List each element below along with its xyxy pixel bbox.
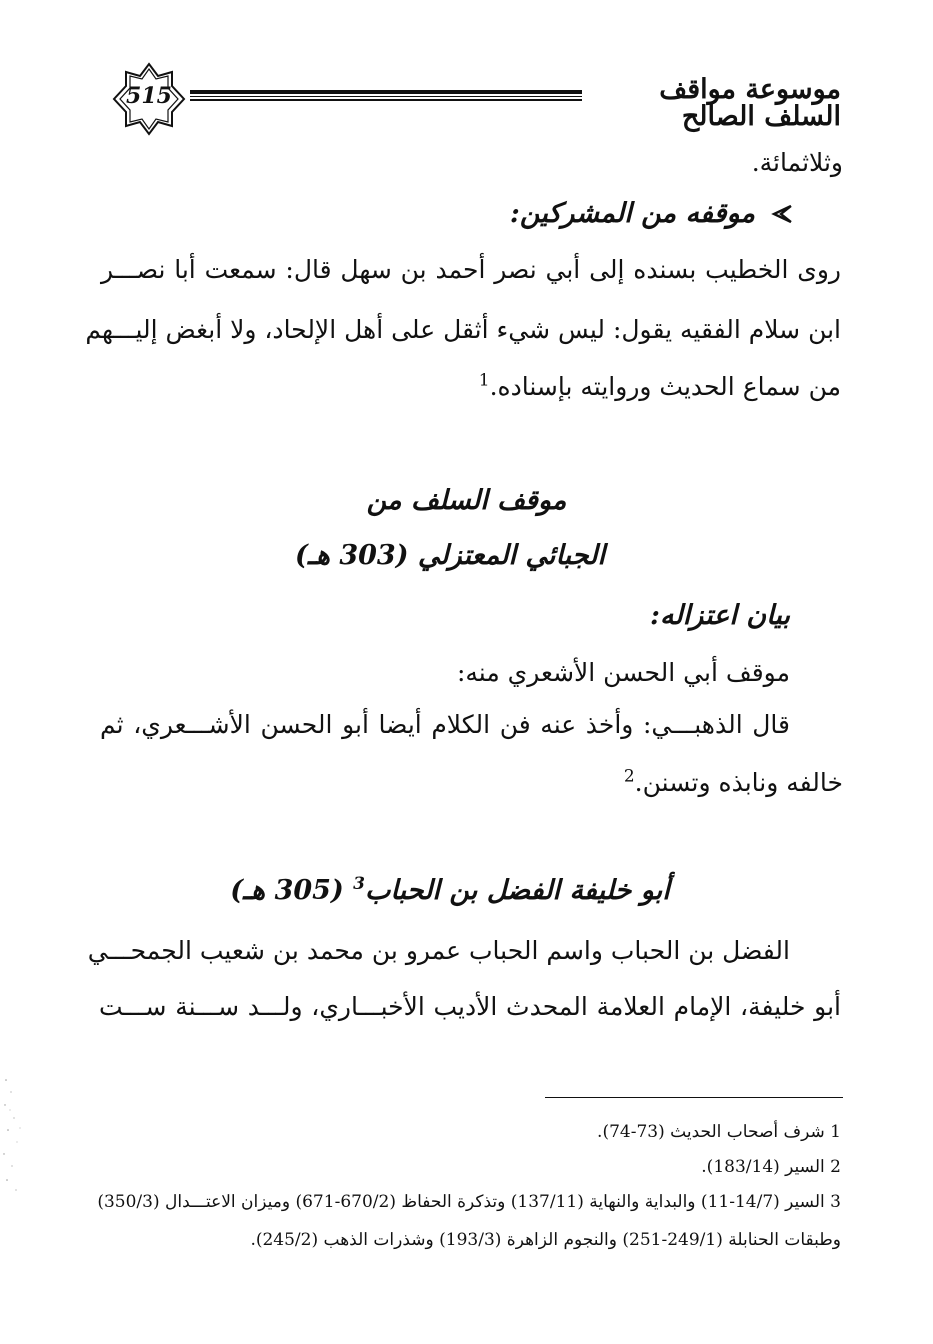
section-heading-mushrikin: موقفه من المشركين: — [509, 198, 755, 229]
subsection-subheading: موقف أبي الحسن الأشعري منه: — [456, 658, 790, 687]
header-rule — [190, 90, 582, 101]
footnote-item: 1 شرف أصحاب الحديث (73-74). — [597, 1122, 841, 1142]
paragraph-line: الفضل بن الحباب واسم الحباب عمرو بن محمد بن شعيب الجمحـــي — [87, 936, 790, 965]
paragraph-line: خالفه ونابذه وتسنن.$^2$ — [623, 766, 843, 797]
subsection-heading: بيان اعتزاله: — [650, 600, 790, 631]
section-title-line2: الجبائي المعتزلي (303 هـ) — [295, 540, 605, 571]
section-title-line1: موقف السلف من — [366, 485, 567, 516]
footnote-item: 3 السير (14/7-11) والبداية والنهاية (137/11) وتذكرة الحفاظ (670/2-671) وميزان الاعتـــدال (350/3) — [97, 1192, 841, 1212]
footnote-ref: 1 — [478, 370, 490, 391]
continuation-line: وثلاثمائة. — [751, 148, 843, 177]
footnote-ref: 2 — [623, 766, 635, 787]
footnote-item: وطبقات الحنابلة (249/1-251) والنجوم الزاهرة (193/3) وشذرات الذهب (245/2). — [250, 1230, 841, 1250]
bullet-arrow-icon — [771, 203, 793, 225]
footnote-item: 2 السير (183/14). — [701, 1157, 841, 1177]
page-number: 515 — [126, 83, 172, 109]
paragraph-line: قال الذهبـــي: وأخذ عنه فن الكلام أيضا أبو الحسن الأشـــعري، ثم — [100, 710, 790, 739]
scan-noise-marks — [2, 1070, 26, 1200]
footnote-separator — [545, 1097, 843, 1098]
paragraph-line: أبو خليفة، الإمام العلامة المحدث الأديب الأخبـــاري، ولـــد ســـنة ســـت — [99, 992, 841, 1021]
paragraph-line: من سماع الحديث وروايته بإسناده.$^1$ — [478, 370, 841, 401]
paragraph-line: روى الخطيب بسنده إلى أبي نصر أحمد بن سهل قال: سمعت أبا نصـــر — [101, 255, 841, 284]
paragraph-line: ابن سلام الفقيه يقول: ليس شيء أثقل على أهل الإلحاد، ولا أبغض إليـــهم — [85, 315, 841, 344]
footnote-ref: 3 — [353, 874, 365, 894]
section-title-abu-khalifa: أبو خليفة الفضل بن الحباب$^3$ (305 هـ) — [230, 874, 670, 906]
series-title: موسوعة مواقف السلف الصالح — [659, 74, 841, 132]
